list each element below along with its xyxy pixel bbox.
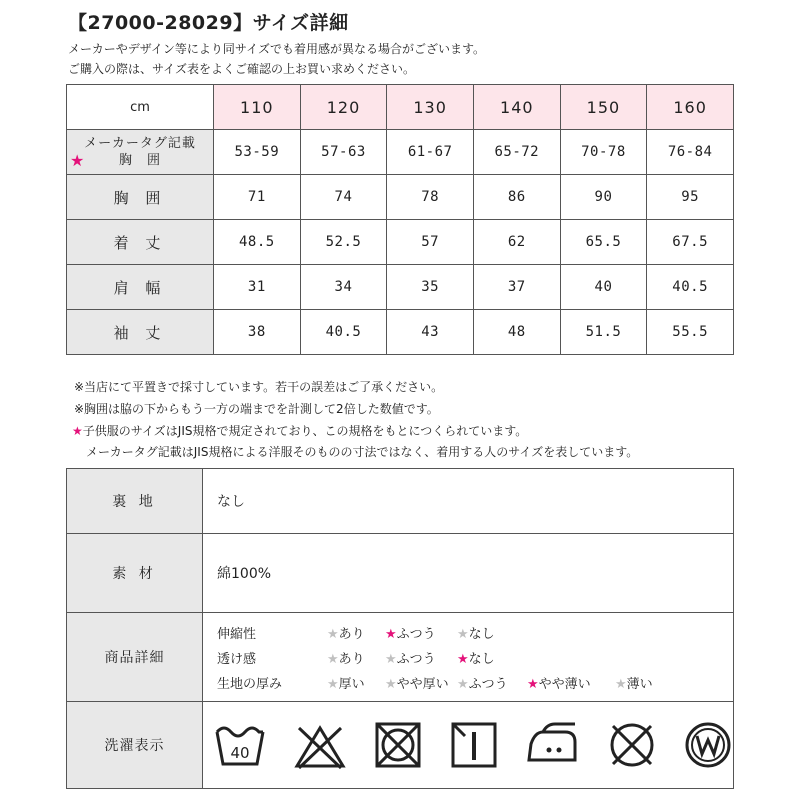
sheer-label: 透け感 [217,651,257,667]
drip-dry-icon [449,720,499,770]
size-header: 150 [560,85,647,130]
table-cell: 70-78 [560,130,647,175]
sheer-option: ★なし [457,651,495,667]
star-icon: ★ [327,676,339,692]
table-cell: 62 [473,220,560,265]
row-label-sleeve: 袖 丈 [67,310,214,355]
table-cell: 57 [387,220,474,265]
intro-line-1: メーカーやデザイン等により同サイズでも着用感が異なる場合がございます。 [68,42,486,56]
star-icon: ★ [327,651,339,667]
product-detail-content [203,613,734,702]
laundry-row [67,702,734,789]
star-icon: ★ [385,651,397,667]
table-cell: 38 [214,310,301,355]
table-cell: 48.5 [214,220,301,265]
thickness-option: ★やや薄い [527,676,591,692]
table-cell: 76-84 [647,130,734,175]
table-cell: 48 [473,310,560,355]
star-icon: ★ [327,626,339,642]
no-bleach-icon [293,720,347,770]
star-icon: ★ [457,676,469,692]
table-cell: 78 [387,175,474,220]
laundry-icons [203,702,734,789]
thickness-option: ★ふつう [457,676,508,692]
stretch-label: 伸縮性 [217,626,257,642]
size-header-row [67,85,734,130]
stretch-option: ★なし [457,626,495,642]
product-detail-label: 商品詳細 [67,613,203,702]
star-icon: ★ [615,676,627,692]
material-row [67,534,734,613]
wash-temp-label: 40 [230,744,250,762]
table-cell: 34 [300,265,387,310]
table-cell: 71 [214,175,301,220]
note-chest: ※胸囲は脇の下からもう一方の端までを計測して2倍した数値です。 [74,402,439,416]
table-cell: 55.5 [647,310,734,355]
page-title: 【27000-28029】サイズ詳細 [68,12,349,34]
thickness-label: 生地の厚み [217,676,283,692]
table-cell: 86 [473,175,560,220]
size-header: 110 [214,85,301,130]
tag-chest-row [67,130,734,175]
note-measurement: ※当店にて平置きで採寸しています。若干の誤差はご了承ください。 [74,380,444,394]
length-row [67,220,734,265]
table-cell: 31 [214,265,301,310]
size-header: 120 [300,85,387,130]
stretch-option: ★ふつう [385,626,436,642]
size-header: 160 [647,85,734,130]
size-table [66,84,734,355]
tag-label-line-2: 胸 囲 [118,153,161,168]
star-icon: ★ [385,676,397,692]
table-cell: 40.5 [647,265,734,310]
lining-row [67,469,734,534]
sleeve-row [67,310,734,355]
no-tumble-dry-icon [373,720,423,770]
table-cell: 65-72 [473,130,560,175]
intro-line-2: ご購入の際は、サイズ表をよくご確認の上お買い求めください。 [68,62,416,76]
table-cell: 65.5 [560,220,647,265]
star-icon: ★ [527,676,539,692]
star-icon: ★ [457,626,469,642]
row-label-length: 着 丈 [67,220,214,265]
product-detail-row [67,613,734,702]
note-jis-text: 子供服のサイズはJIS規格で規定されており、この規格をもとにつくられています。 [82,424,528,438]
size-header: 130 [387,85,474,130]
size-header: 140 [473,85,560,130]
star-icon: ★ [72,424,83,438]
table-cell: 67.5 [647,220,734,265]
star-icon: ★ [457,651,469,667]
note-jis [72,423,527,439]
material-value: 綿100% [203,534,734,613]
star-icon: ★ [70,151,86,170]
sheer-option: ★ふつう [385,651,436,667]
lining-value: なし [203,469,734,534]
sheer-option: ★あり [327,651,365,667]
note-tag: メーカータグ記載はJIS規格による洋服そのものの寸法ではなく、着用する人のサイズを表しています。 [86,445,639,459]
star-icon: ★ [385,626,397,642]
tag-chest-label [67,130,214,175]
material-label: 素 材 [67,534,203,613]
table-cell: 43 [387,310,474,355]
table-cell: 40 [560,265,647,310]
washtub-40-icon [213,720,267,770]
thickness-option: ★やや厚い [385,676,449,692]
shoulder-row [67,265,734,310]
tag-label-line-1: メーカータグ記載 [84,136,196,151]
stretch-option: ★あり [327,626,365,642]
table-cell: 95 [647,175,734,220]
table-cell: 90 [560,175,647,220]
lining-label: 裏 地 [67,469,203,534]
table-cell: 37 [473,265,560,310]
row-label-shoulder: 肩 幅 [67,265,214,310]
table-cell: 57-63 [300,130,387,175]
row-label-chest: 胸 囲 [67,175,214,220]
detail-table [66,468,734,789]
chest-row [67,175,734,220]
table-cell: 52.5 [300,220,387,265]
table-cell: 61-67 [387,130,474,175]
table-cell: 74 [300,175,387,220]
thickness-option: ★薄い [615,676,653,692]
table-cell: 53-59 [214,130,301,175]
no-dry-clean-icon [607,720,657,770]
table-cell: 35 [387,265,474,310]
thickness-option: ★厚い [327,676,365,692]
laundry-label: 洗濯表示 [67,702,203,789]
wet-cleaning-icon [683,720,733,770]
unit-cell: cm [67,85,214,130]
table-cell: 51.5 [560,310,647,355]
iron-medium-icon [525,720,581,770]
table-cell: 40.5 [300,310,387,355]
